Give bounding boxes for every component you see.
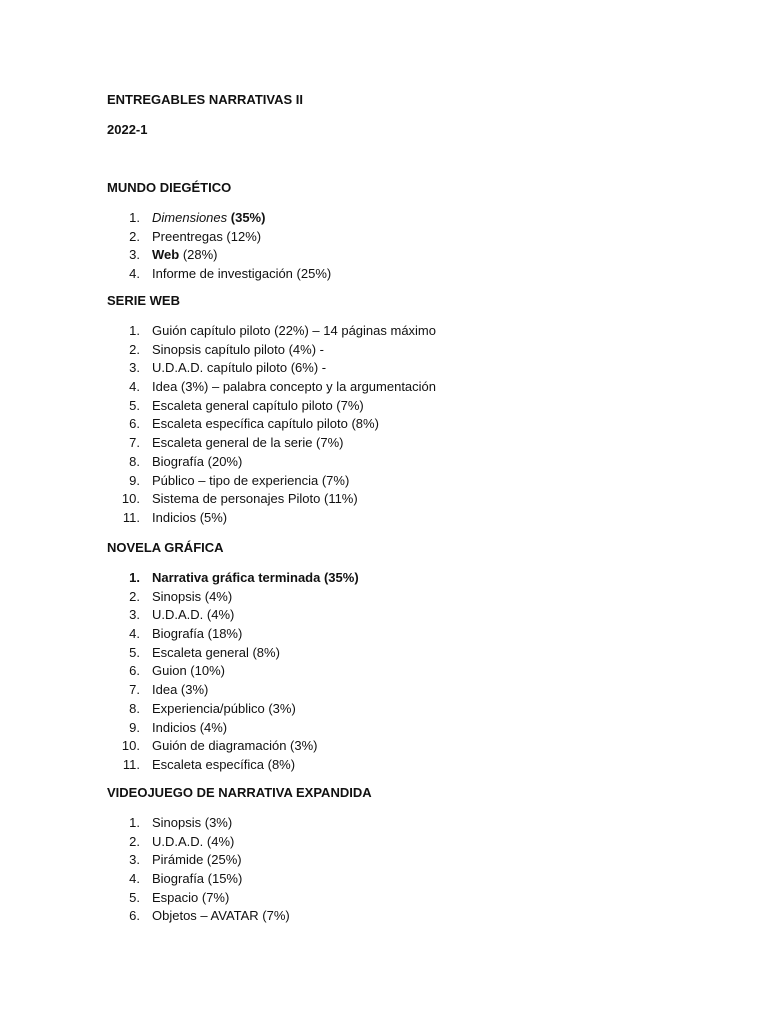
list-item (107, 907, 667, 926)
item-number: 11. (122, 756, 140, 772)
list-item (107, 322, 667, 341)
list-item (107, 509, 667, 528)
item-number: 1. (129, 570, 140, 585)
list-item (107, 662, 667, 681)
item-number: 8. (129, 700, 140, 716)
item-text (152, 246, 218, 265)
item-number: 4. (129, 379, 140, 395)
item-text: Guión de diagramación (3%) (152, 738, 318, 754)
list-item (107, 833, 667, 852)
item-number: 1. (129, 210, 140, 225)
item-number: 4. (129, 266, 140, 282)
item-number: 3. (129, 852, 140, 868)
item-text: Escaleta general (8%) (152, 644, 280, 660)
item-number: 6. (129, 908, 140, 924)
list-item (107, 209, 667, 228)
item-text: U.D.A.D. (4%) (152, 833, 235, 849)
list-item (107, 737, 667, 756)
list-item (107, 588, 667, 607)
item-text: Idea (3%) – palabra concepto y la argumentación (152, 379, 437, 395)
item-text (152, 209, 265, 228)
item-text: Escaleta específica capítulo piloto (8%) (152, 416, 379, 432)
item-text: Experiencia/público (3%) (152, 700, 296, 716)
item-number: 1. (129, 323, 140, 338)
item-text: Indicios (4%) (152, 719, 228, 735)
document-term: 2022-1 (107, 122, 148, 137)
item-number: 10. (121, 491, 140, 507)
item-text-bold: Web (152, 247, 180, 263)
item-text: Sistema de personajes Piloto (11%) (152, 491, 358, 507)
item-text-bold: (35%) (227, 210, 266, 225)
list-item (107, 719, 667, 738)
list-item (107, 644, 667, 663)
item-text: Biografía (18%) (152, 626, 243, 642)
section-novela-grafica (107, 540, 667, 775)
item-number: 4. (129, 626, 140, 642)
item-number: 8. (129, 453, 140, 469)
item-text: Guion (10%) (152, 663, 225, 679)
item-number: 6. (129, 416, 140, 432)
list-item (107, 756, 667, 775)
list-item (107, 472, 667, 491)
item-text: Guión capítulo piloto (22%) – 14 páginas máximo (152, 323, 436, 338)
section-serie-web (107, 293, 667, 528)
item-number: 6. (129, 663, 140, 679)
section-videojuego (107, 785, 667, 926)
item-number: 5. (129, 397, 140, 413)
item-number: 3. (129, 607, 140, 623)
item-text: Sinopsis capítulo piloto (4%) - (152, 341, 324, 357)
item-number: 4. (129, 871, 140, 887)
list-item (107, 889, 667, 908)
list-item (107, 359, 667, 378)
item-number: 1. (129, 815, 140, 830)
list-item (107, 415, 667, 434)
item-number: 7. (129, 682, 140, 698)
item-text: Objetos – AVATAR (7%) (152, 908, 290, 924)
section-mundo-diegetico (107, 180, 667, 284)
item-text: Escaleta general capítulo piloto (7%) (152, 397, 364, 413)
list-item (107, 246, 667, 265)
list-item (107, 870, 667, 889)
item-number: 10. (121, 738, 140, 754)
section-heading: NOVELA GRÁFICA (107, 540, 224, 555)
item-text: Biografía (20%) (152, 453, 243, 469)
item-text: U.D.A.D. (4%) (152, 607, 235, 623)
item-text: U.D.A.D. capítulo piloto (6%) - (152, 360, 327, 376)
item-text: Escaleta específica (8%) (152, 756, 296, 772)
item-text: Sinopsis (4%) (152, 588, 233, 604)
item-text: Escaleta general de la serie (7%) (152, 435, 344, 451)
section-heading: MUNDO DIEGÉTICO (107, 180, 232, 195)
document-title: ENTREGABLES NARRATIVAS II (107, 92, 303, 107)
list-item (107, 681, 667, 700)
item-number: 2. (129, 833, 140, 849)
item-number: 5. (129, 889, 140, 905)
list-item (107, 625, 667, 644)
item-text: Biografía (15%) (152, 871, 243, 887)
list-item (107, 606, 667, 625)
list-item (107, 265, 667, 284)
list-item (107, 341, 667, 360)
item-text: Indicios (5%) (152, 509, 228, 525)
item-text: Público – tipo de experiencia (7%) (152, 472, 350, 488)
item-number: 2. (129, 228, 140, 244)
item-number: 3. (129, 360, 140, 376)
item-number: 3. (129, 247, 140, 263)
section-heading: SERIE WEB (107, 293, 180, 308)
list-item (107, 490, 667, 509)
item-text: Idea (3%) (152, 682, 209, 698)
item-number: 9. (129, 719, 140, 735)
item-number: 7. (129, 435, 140, 451)
item-text: Pirámide (25%) (152, 852, 242, 868)
list-item (107, 700, 667, 719)
list-item (107, 434, 667, 453)
section-heading: VIDEOJUEGO DE NARRATIVA EXPANDIDA (107, 785, 372, 800)
item-number: 2. (129, 341, 140, 357)
item-text-normal: (28%) (179, 247, 218, 263)
item-text-italic: Dimensiones (152, 210, 228, 225)
item-text: Narrativa gráfica terminada (35%) (152, 570, 359, 585)
item-number: 2. (129, 588, 140, 604)
item-text: Espacio (7%) (152, 889, 230, 905)
list-item (107, 814, 667, 833)
item-number: 5. (129, 644, 140, 660)
item-text: Sinopsis (3%) (152, 815, 233, 830)
item-number: 9. (129, 472, 140, 488)
list-item (107, 228, 667, 247)
list-item (107, 378, 667, 397)
list-item (107, 453, 667, 472)
list-item (107, 569, 667, 588)
list-item (107, 851, 667, 870)
item-text: Preentregas (12%) (152, 228, 262, 244)
item-number: 11. (122, 509, 140, 525)
item-text: Informe de investigación (25%) (152, 266, 332, 282)
list-item (107, 397, 667, 416)
